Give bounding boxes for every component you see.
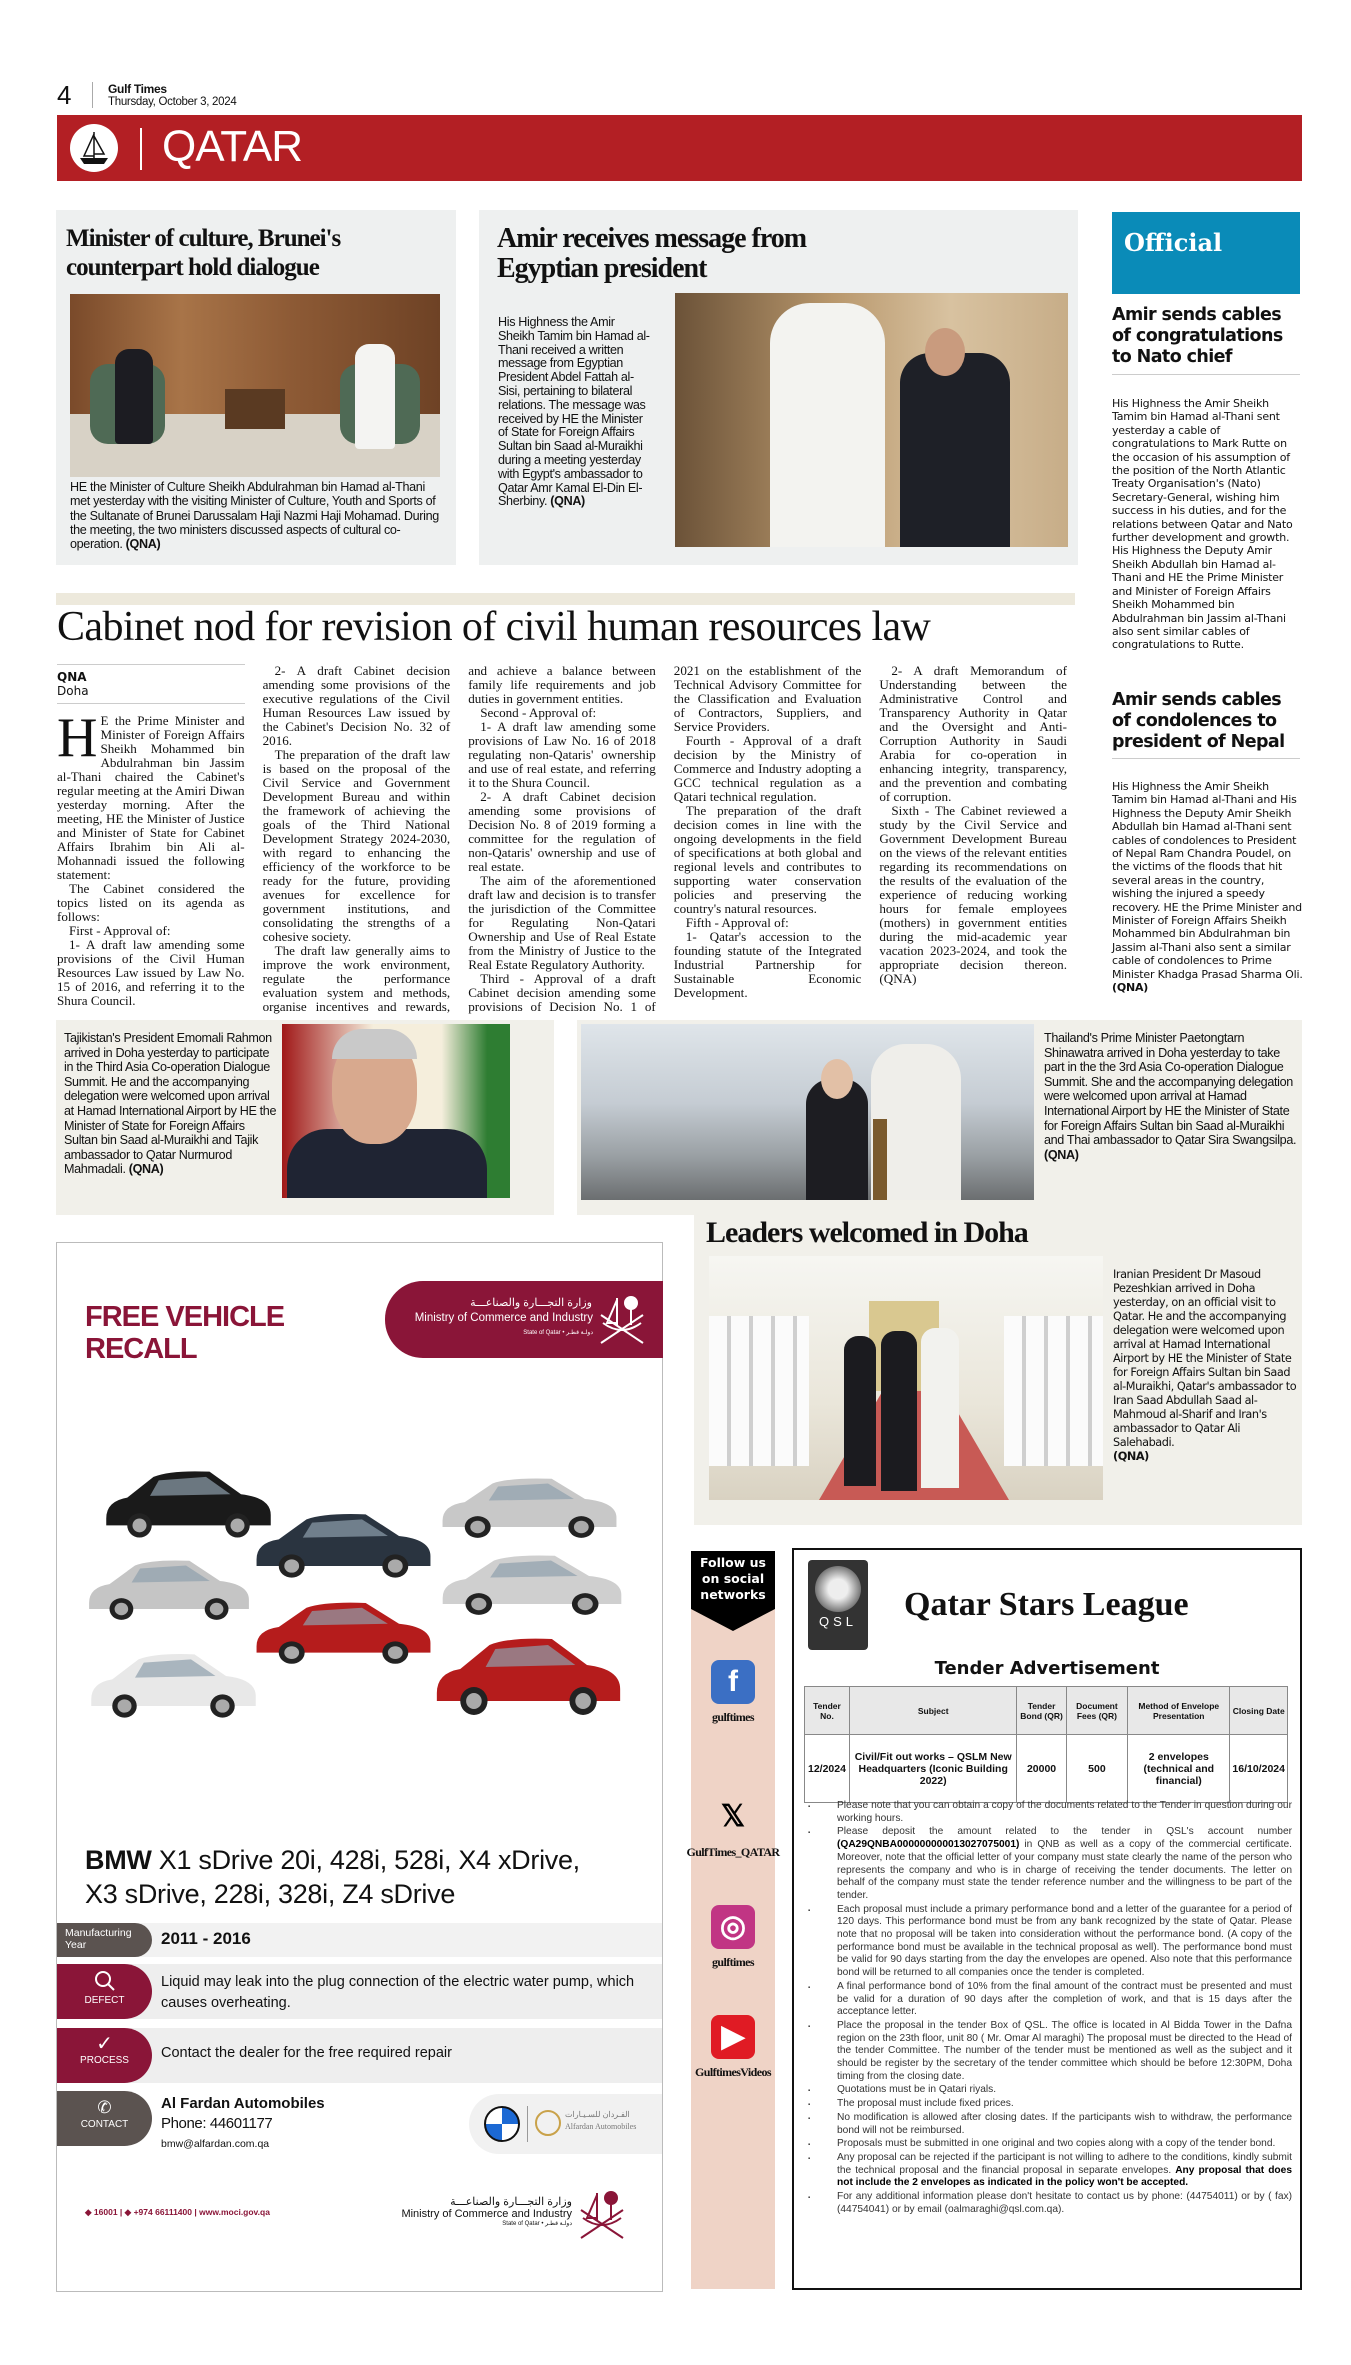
- divider: [1112, 758, 1300, 759]
- official-headline: Amir sends cables of condolences to president of Nepal: [1112, 690, 1285, 752]
- cabinet-article: [57, 664, 1067, 1014]
- car-image: [251, 1595, 436, 1667]
- official-body: His Highness the Amir Sheikh Tamim bin Hamad al-Thani sent yesterday a cable of congratulations to Mark Rutte on the occasion of his assumption of the position of the North Atlantic Treaty Organisation's (Nato) Secretary-General, wishing him success in his duties, and for the relations between Qatar and Nato further development and growth. His Highness the Deputy Amir Sheikh Abdullah bin Hamad al-Thani and HE the Prime Minister and Minister of Foreign Affairs Sheikh Mohammed bin Abdulrahman bin Jassim al-Thani also sent similar cables of congratulations to Rutte.: [1112, 397, 1293, 652]
- social-heading: Follow us on social networks: [691, 1551, 775, 1609]
- social-handle[interactable]: GulftimesVideos: [695, 2065, 771, 2079]
- divider: [140, 128, 142, 170]
- arrow-down-icon: [691, 1609, 775, 1631]
- list-item: [802, 2138, 1292, 2151]
- article-paragraph: The preparation of the draft decision comes in line with the ongoing developments in the field of specifications at both global and regional levels and contributes to supporting water conservation policies and preserving the country's natural resources.: [673, 803, 862, 916]
- article-paragraph: 1- A draft law amending some provisions of the Civil Human Resources Law issued by Law No. 15 of 2016, and referring it to the Shura Council.: [57, 937, 245, 1008]
- article-paragraph: Second - Approval of:: [480, 705, 597, 720]
- photo-caption: Iranian President Dr Masoud Pezeshkian arrived in Doha yesterday, on an official visit to Qatar. He and the accompanying delegation were welcomed upon arrival at Hamad International Airport by HE the Minister of State for Foreign Affairs Sultan bin Saad al-Muraikhi, Qatar's ambassador to Iran Saad Abdullah Saad al-Mahmoud al-Sharif and Iran's ambassador to Qatar Ali Salehabadi. (QNA): [1113, 1268, 1297, 1463]
- bullet-text: For any additional information please don't hesitate to contact us by phone: (44754011) or by ( fax) (44754041) or by email (oalmaraghi@qsl.com.qa).: [837, 2191, 1292, 2215]
- article-paragraph: The draft law generally aims to improve the work environment, regulate the performance evaluation system and methods, organise incentives and rewards, and achieve a balance between family life requirements and job duties in government entities.: [262, 663, 656, 1014]
- whatsapp-icon: ◆: [124, 2207, 132, 2217]
- photo-caption: Tajikistan's President Emomali Rahmon arrived in Doha yesterday to participate in the Third Asia Co-operation Dialogue Summit. He and the accompanying delegation were welcomed upon arrival at Hamad International Airport by HE the Minister of State for Foreign Affairs Sultan bin Saad al-Muraikhi and Tajik ambassador to Qatar Nurmurod Mahmadali. (QNA): [64, 1031, 277, 1177]
- photo-ministers-meeting: [70, 294, 440, 477]
- qatar-emblem-icon: [597, 1293, 647, 1352]
- photo-amir-message: [675, 293, 1068, 547]
- article-paragraph: Third - Approval of a draft Cabinet decision amending some provisions of Decision No. 1 of 2021 on the establishment of the Technical Advisory Committee for the Classification and Evaluation of Contractors, Suppliers, and Service Providers.: [468, 663, 862, 1014]
- tender-table: [804, 1686, 1288, 1803]
- table-cell: 20000: [1017, 1735, 1066, 1803]
- headline: Amir receives message from Egyptian president: [497, 223, 807, 284]
- article-paragraph: Sixth - The Cabinet reviewed a study by the Civil Service and Government Development Bureau on the views of the relevant entities regarding its recommendations on the results of the evaluation of the experience of reducing working hours for female employees (mothers) in government entities during the mid-academic year vacation 2023-2024, and took the appropriate decision thereon. (QNA): [879, 803, 1067, 986]
- social-handle[interactable]: gulftimes: [712, 1955, 754, 1969]
- qatar-emblem-icon: [577, 2188, 627, 2247]
- article-paragraph: The aim of the aforementioned draft law and decision is to transfer the jurisdiction of the Committee for Regulating Non-Qatari Ownership and Use of Real Estate from the Ministry of Justice to the Real Estate Regulatory Authority.: [468, 873, 656, 972]
- ministry-logo-text: وزارة التجـــارة والصناعـــة Ministry of Commerce and Industry State of Qatar • دولـة قطـر: [401, 2196, 572, 2227]
- photo-caption: HE the Minister of Culture Sheikh Abdulrahman bin Hamad al-Thani met yesterday with the visiting Minister of Culture, Youth and Sports of the Sultanate of Brunei Darussalam Haji Nazmi Haji Mohamad. During the meeting, the two ministers discussed aspects of cultural co-operation. (QNA): [70, 480, 439, 552]
- cabinet-headline: Cabinet nod for revision of civil human resources law: [57, 604, 931, 650]
- ad-footer-contacts: ◆ 16001 | ◆ +974 66111400 | www.moci.gov.qa: [85, 2207, 270, 2217]
- alfardan-logo-icon: [535, 2110, 561, 2136]
- phone-icon: ✆: [97, 2098, 112, 2117]
- car-image: [86, 1646, 261, 1721]
- headline: Leaders welcomed in Doha: [706, 1216, 1028, 1249]
- table-cell: Civil/Fit out works – QSLM New Headquarters (Iconic Building 2022): [849, 1735, 1016, 1803]
- bullet-text: Each proposal must include a primary performance bond and a letter of the guarantee for a period of 120 days. This performance bond must be from any bank recognized by the state of Qatar. Please note that no proposal will be taken into consideration without the performance bond. (A copy of the performance bond must be available in the technical proposal as well). The performance bond must be valid for 90 days starting from the day the envelopes are opened. Also note that this performance bond will be returned to all companies once the tender is completed.: [837, 1903, 1292, 1979]
- bullet-text: The proposal must include fixed prices.: [837, 2098, 1014, 2110]
- car-image: [437, 1471, 622, 1541]
- email-link[interactable]: bmw@alfardan.com.qa: [161, 2138, 270, 2150]
- row-manufacturing-year: Manufacturing Year 2011 - 2016: [57, 1923, 662, 1957]
- bullet-text: Any proposal can be rejected if the participant is not willing to adhere to the conditions, kindly submit the technical proposal and the financial proposal in separate envelopes.: [837, 2151, 1292, 2176]
- youtube-icon[interactable]: ▶: [711, 2015, 755, 2059]
- list-item: [802, 1826, 1292, 1902]
- row-defect: DEFECT Liquid may leak into the plug connection of the electric water pump, which causes overheating.: [57, 1964, 662, 2019]
- table-row: [805, 1735, 1288, 1803]
- headline: Minister of culture, Brunei's counterpart hold dialogue: [66, 225, 341, 281]
- article-paragraph: Fourth - Approval of a draft decision by the Ministry of Commerce and Industry adopting a GCC technical regulation as a Qatari technical regulation.: [673, 733, 862, 804]
- list-item: [802, 2020, 1292, 2084]
- article-paragraph: The Cabinet considered the topics listed on its agenda as follows:: [57, 881, 245, 924]
- list-item: [802, 2098, 1292, 2111]
- article-paragraph: First - Approval of:: [69, 923, 171, 938]
- official-label: Official: [1124, 228, 1223, 257]
- table-header: Tender No.: [805, 1687, 850, 1735]
- bullet-text: (QA29QNBA000000000013027075001): [837, 1839, 1020, 1851]
- dealer-logos: الفـردان للسـيـارات Alfardan Automobiles: [469, 2094, 662, 2154]
- table-header: Tender Bond (QR): [1017, 1687, 1066, 1735]
- article-paragraph: 1- Qatar's accession to the founding statute of the Integrated Industrial Partnership for Sustainable Economic Development.: [673, 929, 862, 1000]
- dhow-logo-icon: [70, 124, 118, 172]
- story-body: His Highness the Amir Sheikh Tamim bin Hamad al-Thani received a written message from Egyptian President Abdel Fattah al-Sisi, pertaining to bilateral relations. The message was received by HE the Minister of State for Foreign Affairs Sultan bin Saad al-Muraikhi during a meeting yesterday with Egypt's ambassador to Qatar Amr Kamal El-Din El-Sherbiny. (QNA): [498, 315, 650, 509]
- bullet-text: Quotations must be in Qatari riyals.: [837, 2084, 997, 2096]
- table-cell: 2 envelopes (technical and financial): [1128, 1735, 1230, 1803]
- car-image: [437, 1548, 627, 1618]
- byline-location: Doha: [57, 684, 89, 698]
- official-body: His Highness the Amir Sheikh Tamim bin Hamad al-Thani and His Highness the Deputy Amir Sheikh Abdullah bin Hamad al-Thani sent cables of condolences to President of Nepal Ram Chandra Poudel, on the victims of the floods that hit several areas in the country, wishing the injured a speedy recovery. HE the Prime Minister and Minister of Foreign Affairs Sheikh Mohammed bin Abdulrahman bin Jassim al-Thani also sent a similar cable of condolences to Prime Minister Khadga Prasad Sharma Oli. (QNA): [1112, 780, 1303, 995]
- list-item: [802, 1904, 1292, 1980]
- social-handle[interactable]: gulftimes: [712, 1710, 754, 1724]
- list-item: [802, 1800, 1292, 1825]
- qsl-logo: QSL: [808, 1560, 868, 1650]
- list-item: [802, 2084, 1292, 2097]
- bullet-text: Please note that you can obtain a copy of the documents related to the Tender in question during our working hours.: [837, 1800, 1292, 1824]
- phone-icon: ◆: [85, 2207, 92, 2217]
- x-icon[interactable]: 𝕏: [720, 1800, 746, 1833]
- bullet-text: Proposals must be submitted in one original and two copies along with a copy of the tender bond.: [837, 2138, 1276, 2150]
- table-header: Subject: [849, 1687, 1016, 1735]
- list-item: [802, 1981, 1292, 2019]
- table-header: Closing Date: [1230, 1687, 1288, 1735]
- instagram-icon[interactable]: ◎: [711, 1905, 755, 1949]
- bullet-text: Any proposal that does not include the 2 envelopes as indicated in the policy won't be accepted.: [837, 2164, 1292, 2189]
- row-contact: ✆ CONTACT Al Fardan Automobiles Phone: 44601177 bmw@alfardan.com.qa الفـردان للسـيـارات Alfardan Automobiles: [57, 2091, 662, 2146]
- photo-thai-pm: [581, 1024, 1034, 1200]
- recall-advertisement: [56, 1242, 663, 2292]
- table-cell: 12/2024: [805, 1735, 850, 1803]
- publication-date: Thursday, October 3, 2024: [108, 96, 237, 108]
- photo-caption: Thailand's Prime Minister Paetongtarn Shinawatra arrived in Doha yesterday to take part in the the 3rd Asia Co-operation Dialogue Summit. She and the accompanying delegation were welcomed upon arrival at Hamad International Airport by HE the Minister of State for Foreign Affairs Sultan bin Saad al-Muraikhi and Thai ambassador to Qatar Sira Swangsilpa. (QNA): [1044, 1031, 1297, 1162]
- models-list: BMW X1 sDrive 20i, 428i, 528i, X4 xDrive, X3 sDrive, 228i, 328i, Z4 sDrive: [85, 1845, 580, 1909]
- car-image: [84, 1553, 254, 1623]
- article-paragraph: The preparation of the draft law is based on the proposal of the Civil Service and Government Development Bureau and within the framework of achieving the goals of the Third National Development Strategy 2024-2030, with regard to enhancing the efficiency of the workforce to be ready for the future, providing avenues for excellence for government institutions, and consolidating the strengths of a cohesive society.: [262, 747, 451, 944]
- social-handle[interactable]: GulfTimes_QATAR: [686, 1845, 780, 1859]
- bullet-text: A final performance bond of 10% from the final amount of the contract must be presented and must be valid for a duration of 90 days after the completion of work, and that is 15 days after the acceptance letter.: [837, 1980, 1292, 2018]
- tender-conditions: [802, 1800, 1292, 2218]
- photo-leaders-welcome: [709, 1256, 1103, 1500]
- table-cell: 500: [1066, 1735, 1127, 1803]
- article-paragraph: HE the Prime Minister and Minister of Foreign Affairs Sheikh Mohammed bin Abdulrahman bin Jassim al-Thani chaired the Cabinet's regular meeting at the Amiri Diwan yesterday morning. After the meeting, HE the Minister of Justice and Minister of State for Cabinet Affairs Ibrahim bin Ali al-Mohannadi issued the following statement:: [57, 707, 245, 882]
- qsl-subtitle: Tender Advertisement: [934, 1658, 1160, 1679]
- list-item: [802, 2191, 1292, 2216]
- section-title: QATAR: [162, 122, 303, 171]
- official-headline: Amir sends cables of congratulations to Nato chief: [1112, 305, 1283, 367]
- bullet-text: Please deposit the amount related to the tender in QSL's account number: [837, 1826, 1292, 1838]
- article-paragraph: Fifth - Approval of:: [685, 915, 789, 930]
- list-item: [802, 2152, 1292, 2190]
- bullet-text: in QNB as well as a copy of the commercial certificate. Moreover, note that the official letter of your company must state clearly the name of the person who represents the company and who is in charge of receiving the tender documents. The letter on behalf of the company must state the tender reference number and the willingness to be part of the tender.: [837, 1839, 1292, 1901]
- byline-source: QNA: [57, 670, 87, 684]
- car-image: [101, 1463, 276, 1541]
- car-image: [251, 1506, 436, 1581]
- table-header: Method of Envelope Presentation: [1128, 1687, 1230, 1735]
- table-header: Document Fees (QR): [1066, 1687, 1127, 1735]
- website-link[interactable]: www.moci.gov.qa: [199, 2207, 270, 2217]
- bullet-text: Place the proposal in the tender Box of QSL. The office is located in Al Bidda Tower in the Dafna region on the 23th floor, unit 80 ( Mr. Omar Al maraghi) The proposal must be directed to the Head of the tender Committee. The number of the tender must be mentioned as well as the subject and it should be register by the secretary of the tender committee which should be before 12:30PM, Doha timing from the closing date.: [837, 2019, 1292, 2082]
- article-paragraph: 2- A draft Cabinet decision amending some provisions of the executive regulations of the Civil Human Resources Law issued by the Cabinet's Decision No. 32 of 2016.: [262, 663, 451, 748]
- phone-number[interactable]: Phone: 44601177: [161, 2115, 273, 2132]
- qsl-title: Qatar Stars League: [904, 1586, 1189, 1623]
- photo-tajik-president: [282, 1024, 510, 1198]
- facebook-icon[interactable]: f: [711, 1660, 755, 1704]
- magnifier-icon: [57, 1970, 152, 1995]
- car-image: [431, 1629, 626, 1719]
- ministry-badge: وزارة التجـــارة والصناعـــة Ministry of Commerce and Industry State of Qatar • دولـة قطـر: [385, 1281, 663, 1358]
- list-item: [802, 2112, 1292, 2137]
- page-number: 4: [57, 80, 72, 110]
- row-process: ✓ PROCESS Contact the dealer for the free required repair: [57, 2028, 662, 2083]
- checkmark-icon: ✓: [96, 2033, 113, 2055]
- publication-name: Gulf Times: [108, 82, 167, 96]
- article-paragraph: 1- A draft law amending some provisions of Law No. 16 of 2018 regulating non-Qataris' ownership and use of real estate, and referring it to the Shura Council.: [468, 719, 656, 790]
- table-cell: 16/10/2024: [1230, 1735, 1288, 1803]
- qsl-tender-ad: [792, 1548, 1302, 2290]
- football-icon: [815, 1566, 861, 1612]
- bmw-logo-icon: [484, 2106, 520, 2142]
- byline: [57, 664, 245, 704]
- article-paragraph: 2- A draft Cabinet decision amending some provisions of Decision No. 8 of 2019 forming a committee for the regulation of non-Qataris' ownership and use of real estate.: [468, 789, 656, 874]
- article-paragraph: 2- A draft Memorandum of Understanding between the Administrative Control and Transparency Authority in Qatar and the Oversight and Anti-Corruption Authority in Saudi Arabia for co-operation in enhancing integrity, transparency, and the prevention and combating of corruption.: [879, 663, 1067, 804]
- divider: [1112, 374, 1300, 375]
- divider: [92, 82, 93, 108]
- bullet-text: No modification is allowed after closing dates. If the participants wish to withdraw, the performance bond will not be reimbursed.: [837, 2111, 1292, 2136]
- ad-title: FREE VEHICLE RECALL: [85, 1301, 285, 1365]
